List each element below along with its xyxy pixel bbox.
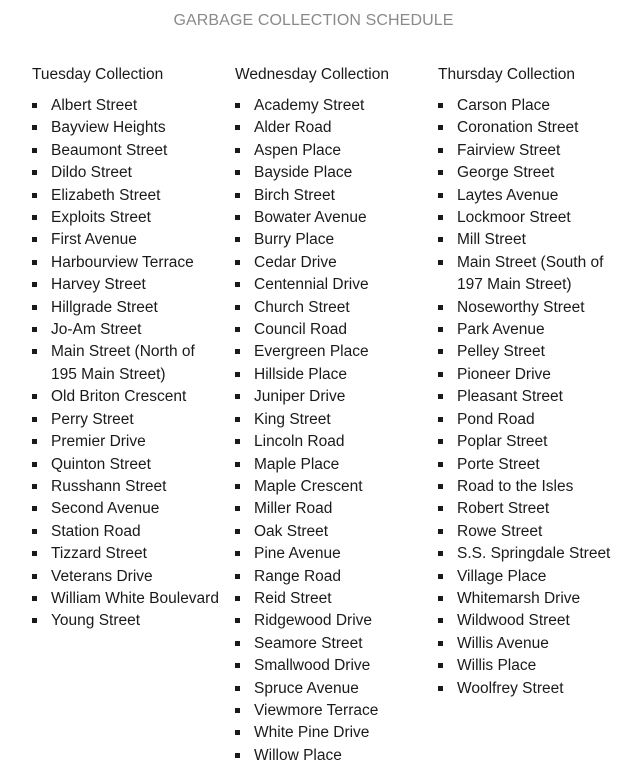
- street-name: Oak Street: [254, 522, 329, 540]
- street-name: Evergreen Place: [254, 343, 369, 361]
- street-name: Fairview Street: [457, 141, 561, 159]
- street-name: Tizzard Street: [51, 545, 147, 563]
- square-bullet-icon: [32, 596, 37, 601]
- street-list-item: [235, 655, 425, 677]
- square-bullet-icon: [32, 529, 37, 534]
- street-list-item: [438, 319, 627, 341]
- square-bullet-icon: [32, 439, 37, 444]
- street-list-item: [32, 476, 222, 498]
- street-list-item: [32, 229, 222, 251]
- street-list-item: [32, 566, 222, 588]
- square-bullet-icon: [235, 596, 240, 601]
- street-list-item: [235, 185, 425, 207]
- square-bullet-icon: [438, 394, 443, 399]
- street-list-item: [438, 521, 627, 543]
- square-bullet-icon: [235, 551, 240, 556]
- street-list-item: [32, 252, 222, 274]
- square-bullet-icon: [438, 372, 443, 377]
- square-bullet-icon: [235, 170, 240, 175]
- street-list-item: [235, 566, 425, 588]
- street-name: Laytes Avenue: [457, 186, 559, 204]
- square-bullet-icon: [32, 618, 37, 623]
- street-list-item: [32, 498, 222, 520]
- street-name: Cedar Drive: [254, 253, 337, 271]
- street-list-item: [32, 140, 222, 162]
- square-bullet-icon: [438, 529, 443, 534]
- square-bullet-icon: [32, 327, 37, 332]
- street-name: Pleasant Street: [457, 388, 563, 406]
- square-bullet-icon: [32, 462, 37, 467]
- square-bullet-icon: [32, 484, 37, 489]
- street-name: Russhann Street: [51, 477, 167, 495]
- street-name: Pioneer Drive: [457, 365, 551, 383]
- street-list-item: [438, 678, 627, 700]
- street-name: Maple Place: [254, 455, 340, 473]
- square-bullet-icon: [438, 260, 443, 265]
- square-bullet-icon: [235, 484, 240, 489]
- street-name: Seamore Street: [254, 634, 363, 652]
- square-bullet-icon: [235, 305, 240, 310]
- street-name: Viewmore Terrace: [254, 701, 379, 719]
- street-list-item: [438, 476, 627, 498]
- square-bullet-icon: [438, 596, 443, 601]
- square-bullet-icon: [235, 730, 240, 735]
- street-list-item: [235, 140, 425, 162]
- street-list-item: [235, 700, 425, 722]
- street-name: Academy Street: [254, 97, 365, 114]
- street-list-item: [235, 498, 425, 520]
- square-bullet-icon: [235, 148, 240, 153]
- street-name: Hillside Place: [254, 365, 348, 383]
- street-name: Young Street: [51, 612, 141, 630]
- square-bullet-icon: [235, 327, 240, 332]
- street-name: Spruce Avenue: [254, 679, 359, 697]
- square-bullet-icon: [235, 417, 240, 422]
- street-name: Juniper Drive: [254, 388, 346, 406]
- square-bullet-icon: [32, 349, 37, 354]
- square-bullet-icon: [438, 551, 443, 556]
- street-list-item: [32, 185, 222, 207]
- square-bullet-icon: [438, 417, 443, 422]
- street-name: Ridgewood Drive: [254, 612, 373, 630]
- thursday-heading: Thursday Collection: [438, 66, 575, 83]
- thursday-column: [438, 65, 627, 700]
- square-bullet-icon: [32, 282, 37, 287]
- square-bullet-icon: [235, 686, 240, 691]
- street-name: S.S. Springdale Street: [457, 545, 611, 563]
- square-bullet-icon: [235, 708, 240, 713]
- street-name: Maple Crescent: [254, 477, 363, 495]
- street-name: Station Road: [51, 522, 141, 540]
- street-name: Willis Place: [457, 657, 537, 675]
- street-name: George Street: [457, 164, 555, 182]
- square-bullet-icon: [235, 574, 240, 579]
- square-bullet-icon: [235, 753, 240, 758]
- street-name: Premier Drive: [51, 433, 146, 451]
- square-bullet-icon: [438, 506, 443, 511]
- street-name: Lockmoor Street: [457, 209, 571, 227]
- street-list-item: [438, 543, 627, 565]
- square-bullet-icon: [235, 372, 240, 377]
- street-list-item: [235, 162, 425, 184]
- street-list-item: [32, 386, 222, 408]
- street-name: Perry Street: [51, 410, 134, 428]
- street-name: Beaumont Street: [51, 141, 168, 159]
- street-name: Wildwood Street: [457, 612, 570, 630]
- street-list-item: [32, 297, 222, 319]
- tuesday-street-list: [32, 95, 222, 633]
- street-name: King Street: [254, 410, 331, 428]
- street-list-item: [32, 162, 222, 184]
- square-bullet-icon: [438, 103, 443, 108]
- street-list-item: [32, 207, 222, 229]
- street-list-item: [235, 207, 425, 229]
- street-list-item: [32, 521, 222, 543]
- square-bullet-icon: [438, 686, 443, 691]
- street-list-item: [32, 117, 222, 139]
- square-bullet-icon: [32, 574, 37, 579]
- street-name: Noseworthy Street: [457, 298, 585, 316]
- street-list-item: [235, 454, 425, 476]
- square-bullet-icon: [32, 551, 37, 556]
- wednesday-street-list: [235, 95, 425, 767]
- square-bullet-icon: [438, 305, 443, 310]
- street-name: Carson Place: [457, 97, 551, 114]
- street-list-item: [235, 297, 425, 319]
- page-title: GARBAGE COLLECTION SCHEDULE: [173, 12, 454, 29]
- street-list-item: [235, 117, 425, 139]
- street-list-item: [235, 409, 425, 431]
- street-name: Main Street (South of 197 Main Street): [457, 253, 604, 294]
- street-name: Bayview Heights: [51, 119, 166, 137]
- street-list-item: [438, 655, 627, 677]
- street-name: Bayside Place: [254, 164, 353, 182]
- street-list-item: [235, 431, 425, 453]
- street-name: Coronation Street: [457, 119, 579, 137]
- square-bullet-icon: [235, 618, 240, 623]
- street-list-item: [235, 95, 425, 117]
- square-bullet-icon: [32, 193, 37, 198]
- square-bullet-icon: [438, 439, 443, 444]
- street-name: Mill Street: [457, 231, 526, 249]
- square-bullet-icon: [438, 237, 443, 242]
- street-list-item: [235, 319, 425, 341]
- street-name: Willis Avenue: [457, 634, 549, 652]
- street-list-item: [32, 454, 222, 476]
- street-list-item: [32, 341, 222, 386]
- street-list-item: [438, 588, 627, 610]
- street-name: Range Road: [254, 567, 342, 585]
- square-bullet-icon: [235, 282, 240, 287]
- wednesday-column: [235, 65, 425, 767]
- street-name: Pine Avenue: [254, 545, 341, 563]
- street-name: Quinton Street: [51, 455, 151, 473]
- street-list-item: [235, 521, 425, 543]
- square-bullet-icon: [235, 506, 240, 511]
- street-name: Birch Street: [254, 186, 335, 204]
- square-bullet-icon: [32, 260, 37, 265]
- square-bullet-icon: [438, 125, 443, 130]
- street-list-item: [438, 409, 627, 431]
- square-bullet-icon: [438, 327, 443, 332]
- street-name: Dildo Street: [51, 164, 132, 182]
- square-bullet-icon: [438, 574, 443, 579]
- street-name: Lincoln Road: [254, 433, 345, 451]
- square-bullet-icon: [235, 529, 240, 534]
- square-bullet-icon: [32, 215, 37, 220]
- street-list-item: [235, 745, 425, 767]
- street-name: Whitemarsh Drive: [457, 589, 581, 607]
- street-list-item: [438, 162, 627, 184]
- street-list-item: [438, 633, 627, 655]
- street-list-item: [235, 588, 425, 610]
- street-name: Bowater Avenue: [254, 209, 367, 227]
- street-name: Willow Place: [254, 746, 342, 764]
- street-list-item: [32, 95, 222, 117]
- square-bullet-icon: [235, 260, 240, 265]
- street-list-item: [438, 207, 627, 229]
- square-bullet-icon: [438, 148, 443, 153]
- street-list-item: [235, 229, 425, 251]
- street-list-item: [32, 543, 222, 565]
- square-bullet-icon: [32, 103, 37, 108]
- street-name: Park Avenue: [457, 321, 545, 339]
- street-list-item: [32, 409, 222, 431]
- street-list-item: [438, 117, 627, 139]
- street-list-item: [32, 588, 222, 610]
- street-list-item: [438, 229, 627, 251]
- square-bullet-icon: [438, 462, 443, 467]
- street-name: White Pine Drive: [254, 724, 370, 742]
- wednesday-heading: Wednesday Collection: [235, 66, 389, 83]
- street-name: Harvey Street: [51, 276, 146, 294]
- square-bullet-icon: [235, 237, 240, 242]
- street-list-item: [235, 364, 425, 386]
- street-list-item: [235, 386, 425, 408]
- street-name: Main Street (North of 195 Main Street): [51, 343, 195, 383]
- square-bullet-icon: [32, 394, 37, 399]
- square-bullet-icon: [235, 663, 240, 668]
- street-name: First Avenue: [51, 231, 137, 249]
- street-list-item: [438, 454, 627, 476]
- street-list-item: [235, 476, 425, 498]
- street-list-item: [32, 274, 222, 296]
- street-list-item: [438, 95, 627, 117]
- square-bullet-icon: [32, 237, 37, 242]
- square-bullet-icon: [438, 170, 443, 175]
- tuesday-heading: Tuesday Collection: [32, 66, 164, 83]
- street-name: Harbourview Terrace: [51, 253, 194, 271]
- square-bullet-icon: [235, 641, 240, 646]
- street-name: Council Road: [254, 321, 348, 339]
- square-bullet-icon: [438, 618, 443, 623]
- street-list-item: [32, 431, 222, 453]
- street-name: Rowe Street: [457, 522, 543, 540]
- street-list-item: [235, 341, 425, 363]
- street-name: Road to the Isles: [457, 477, 574, 495]
- street-list-item: [235, 252, 425, 274]
- street-list-item: [438, 498, 627, 520]
- square-bullet-icon: [235, 125, 240, 130]
- street-list-item: [438, 252, 627, 297]
- square-bullet-icon: [32, 148, 37, 153]
- street-name: Pelley Street: [457, 343, 545, 361]
- square-bullet-icon: [438, 663, 443, 668]
- square-bullet-icon: [32, 506, 37, 511]
- street-list-item: [438, 297, 627, 319]
- street-name: Reid Street: [254, 589, 332, 607]
- street-list-item: [235, 633, 425, 655]
- square-bullet-icon: [235, 103, 240, 108]
- street-name: Church Street: [254, 298, 350, 316]
- street-list-item: [438, 364, 627, 386]
- street-name: Second Avenue: [51, 500, 160, 518]
- street-list-item: [438, 386, 627, 408]
- street-list-item: [32, 319, 222, 341]
- square-bullet-icon: [438, 484, 443, 489]
- street-name: Elizabeth Street: [51, 186, 161, 204]
- square-bullet-icon: [32, 305, 37, 310]
- street-list-item: [32, 610, 222, 632]
- street-name: Alder Road: [254, 119, 332, 137]
- square-bullet-icon: [438, 641, 443, 646]
- square-bullet-icon: [235, 462, 240, 467]
- street-list-item: [438, 566, 627, 588]
- street-name: Exploits Street: [51, 209, 151, 227]
- street-list-item: [235, 722, 425, 744]
- street-name: Burry Place: [254, 231, 335, 249]
- square-bullet-icon: [235, 215, 240, 220]
- street-name: William White Boulevard: [51, 589, 219, 607]
- street-list-item: [235, 678, 425, 700]
- street-list-item: [438, 140, 627, 162]
- street-name: Albert Street: [51, 97, 138, 114]
- square-bullet-icon: [32, 125, 37, 130]
- street-name: Jo-Am Street: [51, 321, 142, 339]
- street-name: Miller Road: [254, 500, 333, 518]
- street-list-item: [235, 610, 425, 632]
- thursday-street-list: [438, 95, 627, 700]
- square-bullet-icon: [235, 439, 240, 444]
- tuesday-column: [32, 65, 222, 633]
- street-name: Aspen Place: [254, 141, 342, 159]
- square-bullet-icon: [438, 193, 443, 198]
- street-name: Veterans Drive: [51, 567, 153, 585]
- street-name: Woolfrey Street: [457, 679, 564, 697]
- street-name: Robert Street: [457, 500, 550, 518]
- square-bullet-icon: [32, 417, 37, 422]
- street-name: Village Place: [457, 567, 547, 585]
- square-bullet-icon: [235, 349, 240, 354]
- square-bullet-icon: [235, 394, 240, 399]
- street-list-item: [235, 543, 425, 565]
- street-name: Smallwood Drive: [254, 657, 371, 675]
- street-list-item: [438, 341, 627, 363]
- street-name: Hillgrade Street: [51, 298, 158, 316]
- street-name: Centennial Drive: [254, 276, 369, 294]
- street-name: Old Briton Crescent: [51, 388, 187, 406]
- street-name: Poplar Street: [457, 433, 548, 451]
- street-name: Porte Street: [457, 455, 540, 473]
- street-list-item: [438, 610, 627, 632]
- square-bullet-icon: [438, 349, 443, 354]
- square-bullet-icon: [235, 193, 240, 198]
- street-list-item: [438, 185, 627, 207]
- street-name: Pond Road: [457, 410, 535, 428]
- square-bullet-icon: [32, 170, 37, 175]
- street-list-item: [438, 431, 627, 453]
- street-list-item: [235, 274, 425, 296]
- square-bullet-icon: [438, 215, 443, 220]
